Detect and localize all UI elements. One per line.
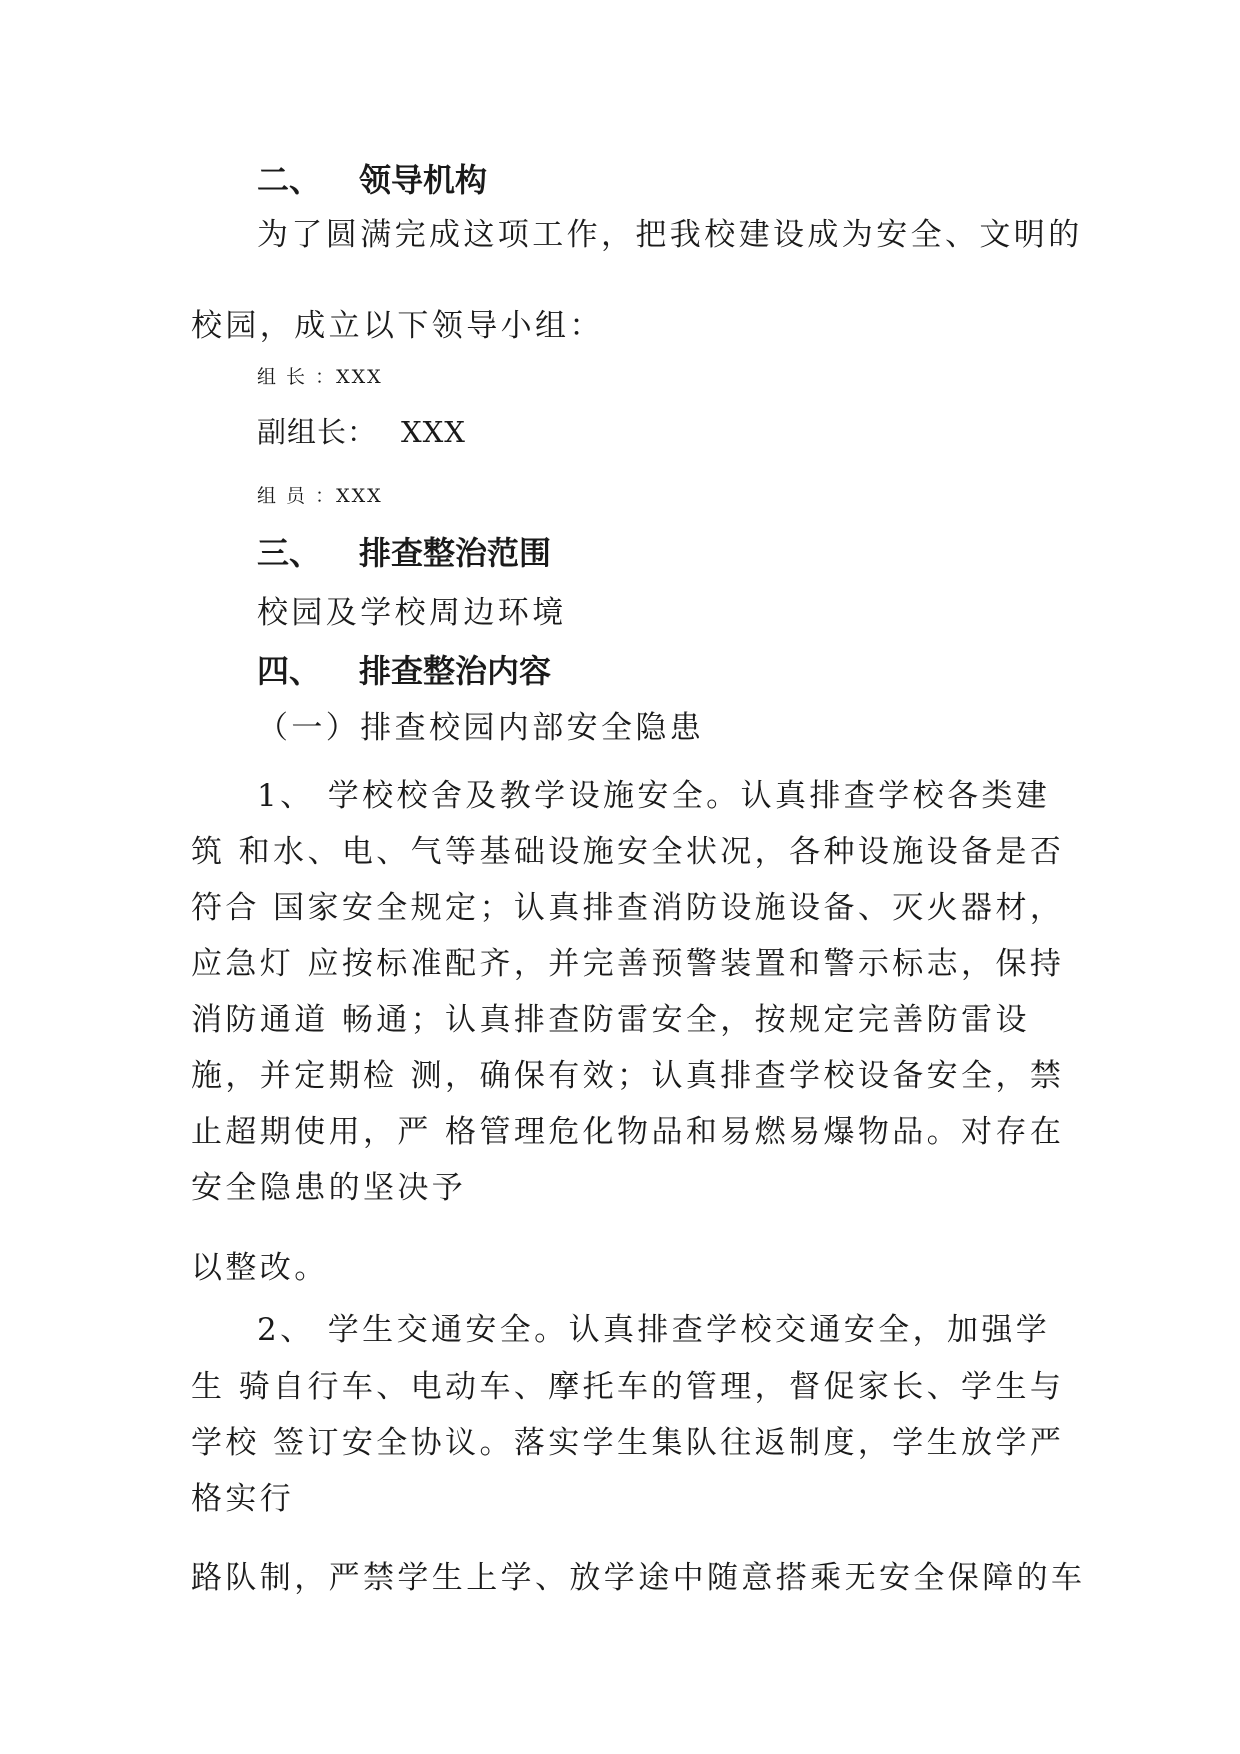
deputy-line [257, 415, 466, 449]
section-4-heading [257, 652, 552, 690]
deputy-label: 副组长： [257, 415, 378, 449]
item-1-line: 安全隐患的坚决予 [191, 1170, 467, 1206]
item-1-line: 筑 和水、电、气等基础设施安全状况，各种设施设备是否 [191, 834, 1065, 870]
section-2-title: 领导机构 [359, 161, 488, 199]
section-2-number: 二、 [257, 161, 322, 199]
item-1-line: 消防通道 畅通；认真排查防雷安全，按规定完善防雷设 [191, 1002, 1030, 1038]
item-2-line: 路队制，严禁学生上学、放学途中随意搭乘无安全保障的车 [191, 1560, 1086, 1596]
item-2-line: 2、 学生交通安全。认真排查学校交通安全，加强学 [257, 1312, 1051, 1348]
leader-line: 组 长 ：XXX [257, 366, 383, 388]
subsection-1-heading: （一）排查校园内部安全隐患 [257, 710, 705, 746]
section-4-number: 四、 [257, 652, 322, 690]
item-2-line: 生 骑自行车、电动车、摩托车的管理，督促家长、学生与 [191, 1369, 1065, 1405]
section-2-intro-line-1: 为了圆满完成这项工作，把我校建设成为安全、文明的 [257, 217, 1083, 253]
members-line: 组 员 ：XXX [257, 485, 383, 507]
item-2-line: 格实行 [191, 1481, 295, 1517]
item-1-line: 符合 国家安全规定；认真排查消防设施设备、灭火器材， [191, 890, 1065, 926]
section-4-title: 排查整治内容 [359, 652, 552, 690]
item-1-line: 以整改。 [191, 1250, 329, 1286]
section-3-title: 排查整治范围 [359, 534, 552, 572]
section-3-heading [257, 534, 552, 572]
section-2-intro-line-2: 校园，成立以下领导小组： [191, 308, 604, 344]
item-1-line: 1、 学校校舍及教学设施安全。认真排查学校各类建 [257, 778, 1051, 814]
deputy-value: XXX [401, 415, 466, 449]
section-3-body: 校园及学校周边环境 [257, 595, 567, 631]
section-2-heading [257, 161, 488, 199]
item-1-line: 施，并定期检 测，确保有效；认真排查学校设备安全，禁 [191, 1058, 1065, 1094]
item-2-line: 学校 签订安全协议。落实学生集队往返制度，学生放学严 [191, 1425, 1065, 1461]
item-1-line: 应急灯 应按标准配齐，并完善预警装置和警示标志，保持 [191, 946, 1065, 982]
section-3-number: 三、 [257, 534, 322, 572]
item-1-line: 止超期使用，严 格管理危化物品和易燃易爆物品。对存在 [191, 1114, 1065, 1150]
